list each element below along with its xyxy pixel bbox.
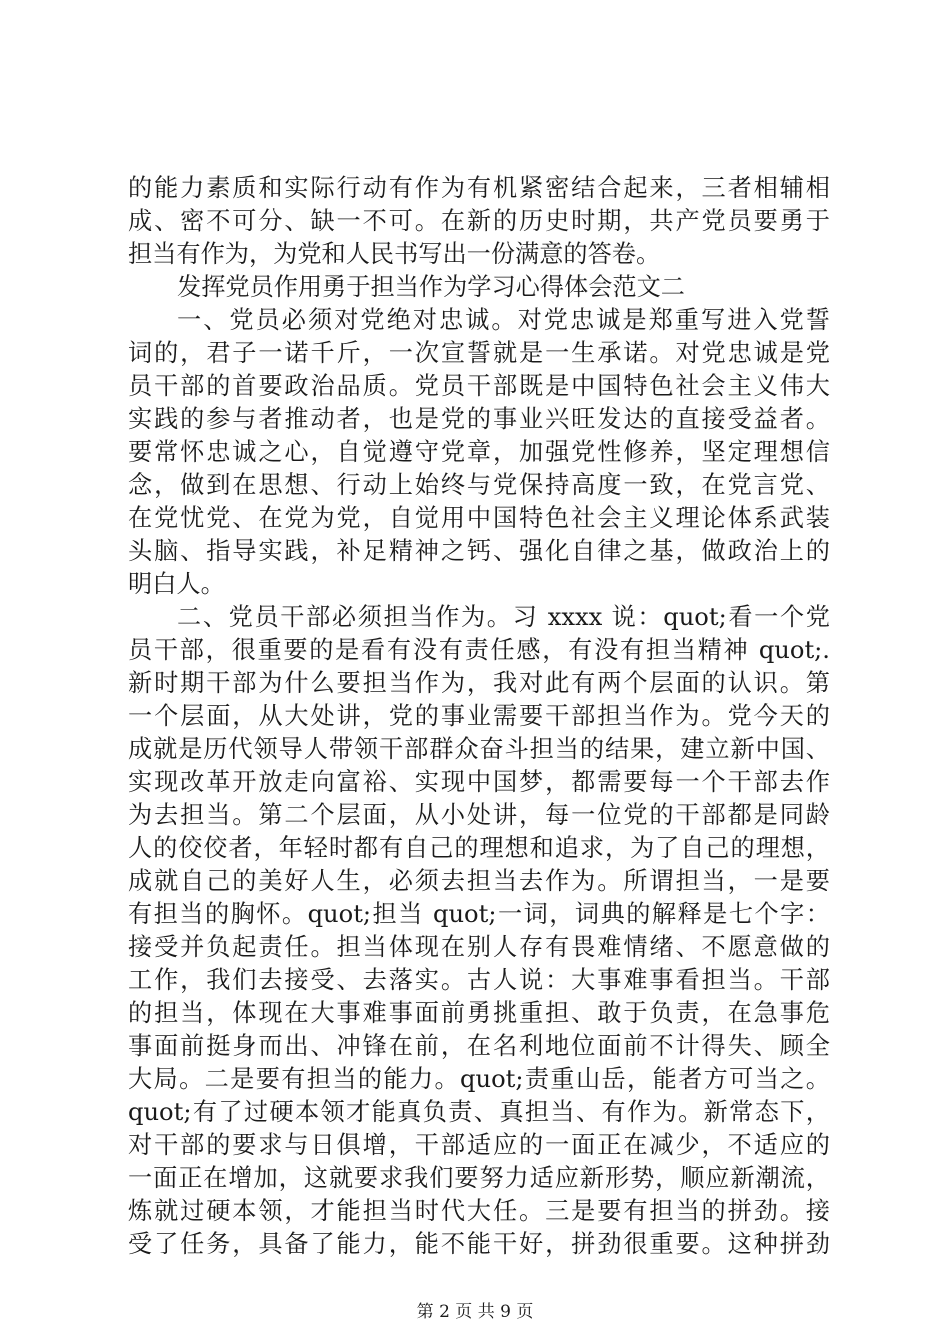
- text-line: 一、党员必须对党绝对忠诚。对党忠诚是郑重写进入党誓: [177, 306, 830, 334]
- text-line: 实现改革开放走向富裕、实现中国梦，都需要每一个干部去作: [128, 768, 830, 796]
- text-line: quot;有了过硬本领才能真负责、真担当、有作为。新常态下，: [128, 1098, 830, 1126]
- text-line: 一个层面，从大处讲，党的事业需要干部担当作为。党今天的: [128, 702, 830, 730]
- text-line: 词的，君子一诺千斤，一次宣誓就是一生承诺。对党忠诚是党: [128, 339, 830, 367]
- text-line: 实践的参与者推动者，也是党的事业兴旺发达的直接受益者。: [128, 405, 830, 433]
- text-line: 员干部的首要政治品质。党员干部既是中国特色社会主义伟大: [128, 372, 830, 400]
- text-line: 担当有作为，为党和人民书写出一份满意的答卷。: [128, 240, 661, 268]
- text-line: 大局。二是要有担当的能力。quot;责重山岳，能者方可当之。: [128, 1065, 830, 1093]
- text-line: 对干部的要求与日俱增，干部适应的一面正在减少，不适应的: [128, 1131, 830, 1159]
- text-line: 二、党员干部必须担当作为。习 xxxx 说：quot;看一个党: [177, 603, 830, 631]
- text-line: 新时期干部为什么要担当作为，我对此有两个层面的认识。第: [128, 669, 830, 697]
- text-line: 成、密不可分、缺一不可。在新的历史时期，共产党员要勇于: [128, 207, 830, 235]
- text-line: 念，做到在思想、行动上始终与党保持高度一致，在党言党、: [128, 471, 830, 499]
- text-line: 在党忧党、在党为党，自觉用中国特色社会主义理论体系武装: [128, 504, 830, 532]
- text-line: 发挥党员作用勇于担当作为学习心得体会范文二: [177, 273, 685, 301]
- page-number-footer: 第 2 页 共 9 页: [416, 1302, 534, 1322]
- text-line: 成就自己的美好人生，必须去担当去作为。所谓担当，一是要: [128, 867, 830, 895]
- text-line: 炼就过硬本领，才能担当时代大任。三是要有担当的拼劲。接: [128, 1197, 830, 1225]
- text-line: 人的佼佼者，年轻时都有自己的理想和追求，为了自己的理想，: [128, 834, 830, 862]
- text-line: 头脑、指导实践，补足精神之钙、强化自律之基，做政治上的: [128, 537, 830, 565]
- text-line: 接受并负起责任。担当体现在别人存有畏难情绪、不愿意做的: [128, 933, 830, 961]
- text-line: 一面正在增加，这就要求我们要努力适应新形势，顺应新潮流，: [128, 1164, 830, 1192]
- text-line: 有担当的胸怀。quot;担当 quot;一词，词典的解释是七个字：: [128, 900, 830, 928]
- text-line: 要常怀忠诚之心，自觉遵守党章，加强党性修养，坚定理想信: [128, 438, 830, 466]
- text-line: 受了任务，具备了能力，能不能干好，拼劲很重要。这种拼劲: [128, 1230, 830, 1258]
- text-line: 成就是历代领导人带领干部群众奋斗担当的结果，建立新中国、: [128, 735, 830, 763]
- text-line: 的能力素质和实际行动有作为有机紧密结合起来，三者相辅相: [128, 174, 830, 202]
- text-line: 为去担当。第二个层面，从小处讲，每一位党的干部都是同龄: [128, 801, 830, 829]
- text-line: 的担当，体现在大事难事面前勇挑重担、敢于负责，在急事危: [128, 999, 830, 1027]
- text-line: 明白人。: [128, 570, 225, 598]
- document-body: [128, 172, 830, 1261]
- text-line: 员干部，很重要的是看有没有责任感，有没有担当精神 quot;.: [128, 636, 830, 664]
- text-line: 工作，我们去接受、去落实。古人说：大事难事看担当。干部: [128, 966, 830, 994]
- text-line: 事面前挺身而出、冲锋在前，在名利地位面前不计得失、顾全: [128, 1032, 830, 1060]
